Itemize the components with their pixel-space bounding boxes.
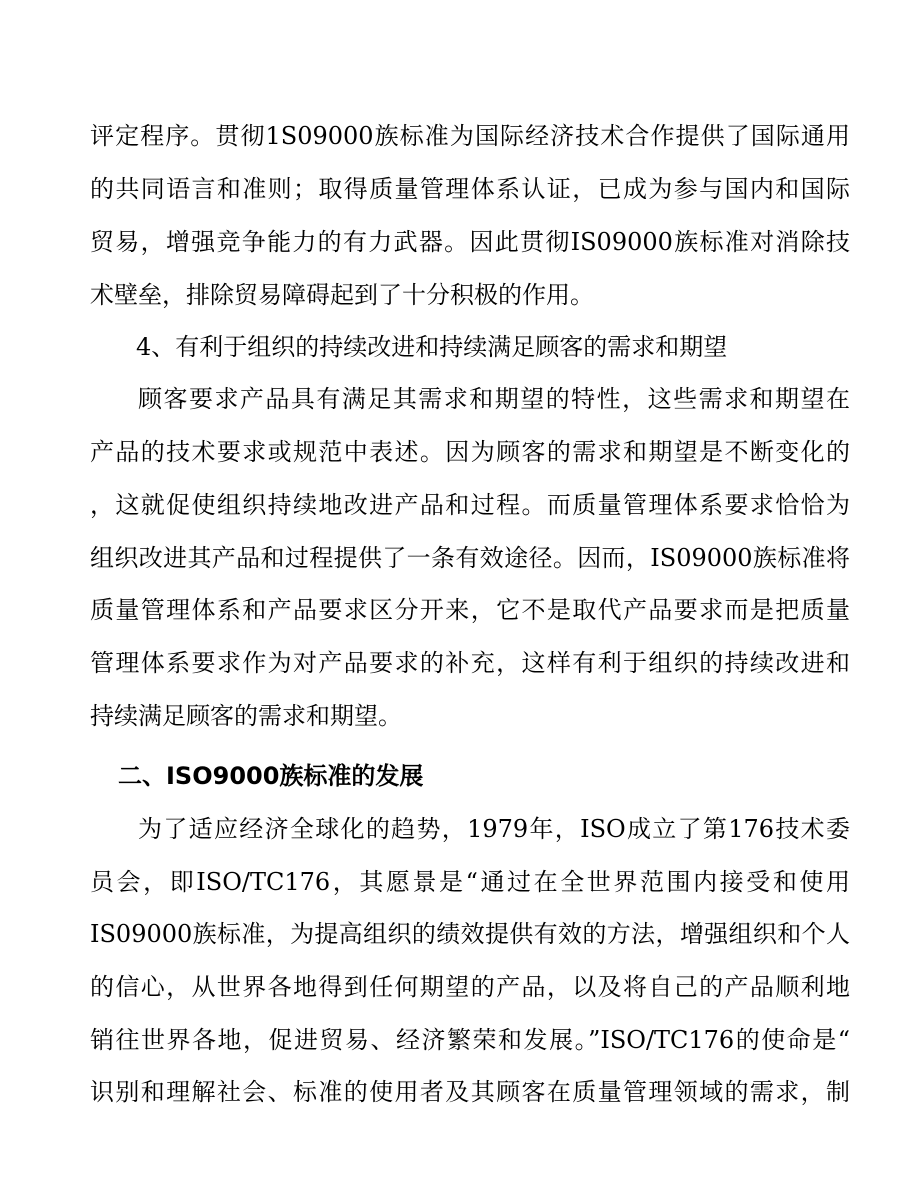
paragraph-line: IS09000族标准，为提高组织的绩效提供有效的方法，增强组织和个人 (90, 920, 850, 948)
paragraph-line: 员会，即ISO/TC176，其愿景是“通过在全世界范围内接受和使用 (90, 868, 850, 896)
list-item-title: 4、有利于组织的持续改进和持续满足顾客的需求和期望 (136, 333, 728, 361)
paragraph-line: 质量管理体系和产品要求区分开来，它不是取代产品要求而是把质量 (90, 596, 850, 624)
paragraph-line: 组织改进其产品和过程提供了一条有效途径。因而，IS09000族标准将 (90, 544, 850, 572)
paragraph-line: 贸易，增强竞争能力的有力武器。因此贯彻IS09000族标准对消除技 (90, 228, 850, 256)
paragraph-line: 术壁垒，排除贸易障碍起到了十分积极的作用。 (90, 281, 594, 309)
paragraph-line: 评定程序。贯彻1S09000族标准为国际经济技术合作提供了国际通用 (90, 122, 850, 150)
paragraph-line: 识别和理解社会、标准的使用者及其顾客在质量管理领域的需求，制 (90, 1078, 850, 1106)
paragraph-line: 管理体系要求作为对产品要求的补充，这样有利于组织的持续改进和 (90, 649, 850, 677)
paragraph-line: 为了适应经济全球化的趋势，1979年，ISO成立了第176技术委 (138, 815, 850, 843)
paragraph-line: 销往世界各地，促进贸易、经济繁荣和发展。”ISO/TC176的使命是“ (90, 1026, 850, 1054)
paragraph-line: 产品的技术要求或规范中表述。因为顾客的需求和期望是不断变化的 (90, 438, 850, 466)
paragraph-line: 顾客要求产品具有满足其需求和期望的特性，这些需求和期望在 (138, 385, 850, 413)
section-heading: 二、ISO9000族标准的发展 (118, 762, 424, 790)
paragraph-line: 持续满足顾客的需求和期望。 (90, 702, 402, 730)
paragraph-line: 的信心，从世界各地得到任何期望的产品，以及将自己的产品顺利地 (90, 973, 850, 1001)
paragraph-line: 的共同语言和准则；取得质量管理体系认证，已成为参与国内和国际 (90, 175, 850, 203)
paragraph-line: ，这就促使组织持续地改进产品和过程。而质量管理体系要求恰恰为 (90, 491, 850, 519)
